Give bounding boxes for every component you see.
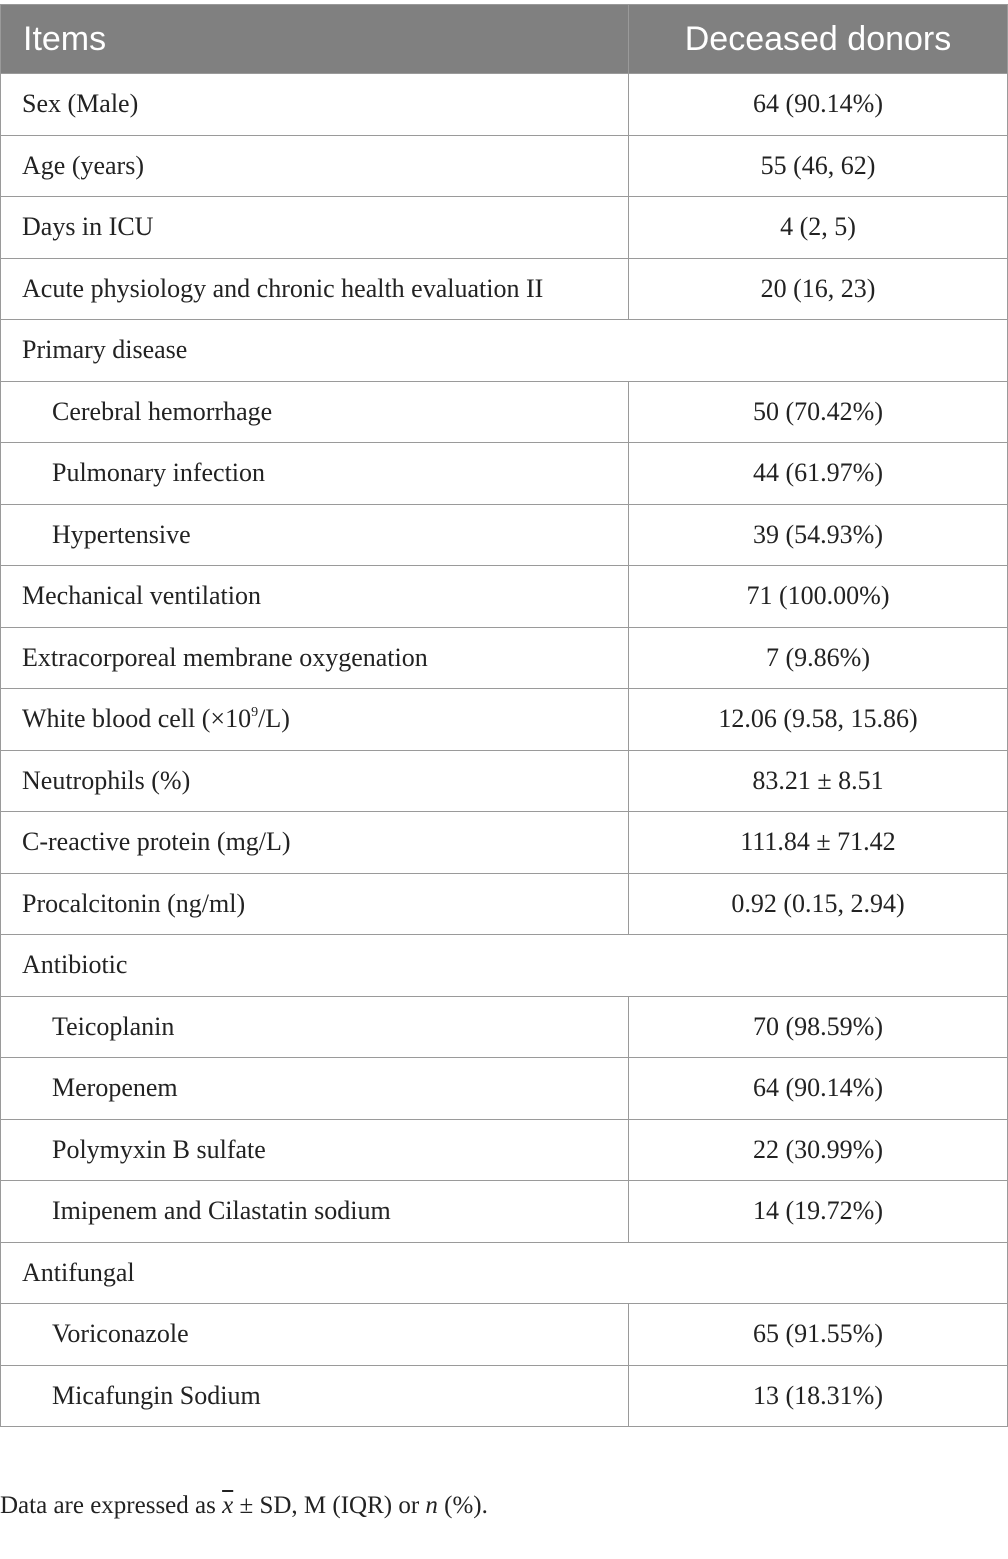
table-row bbox=[1, 197, 1008, 259]
row-item: Age (years) bbox=[1, 135, 629, 197]
row-item: Polymyxin B sulfate bbox=[1, 1119, 629, 1181]
table-row bbox=[1, 1365, 1008, 1427]
table-row bbox=[1, 1119, 1008, 1181]
section-label: Antifungal bbox=[1, 1242, 1008, 1304]
row-item: Procalcitonin (ng/ml) bbox=[1, 873, 629, 935]
row-value: 39 (54.93%) bbox=[629, 504, 1008, 566]
section-label: Antibiotic bbox=[1, 935, 1008, 997]
row-value: 70 (98.59%) bbox=[629, 996, 1008, 1058]
header-items: Items bbox=[1, 5, 629, 74]
row-item: Mechanical ventilation bbox=[1, 566, 629, 628]
row-item: Extracorporeal membrane oxygenation bbox=[1, 627, 629, 689]
row-value: 64 (90.14%) bbox=[629, 74, 1008, 136]
row-item: Teicoplanin bbox=[1, 996, 629, 1058]
row-item: C-reactive protein (mg/L) bbox=[1, 812, 629, 874]
row-item: Pulmonary infection bbox=[1, 443, 629, 505]
table-row bbox=[1, 566, 1008, 628]
baseline-characteristics-table bbox=[0, 4, 1008, 1427]
row-value: 20 (16, 23) bbox=[629, 258, 1008, 320]
footnote-suffix: (%). bbox=[437, 1492, 488, 1519]
section-label: Primary disease bbox=[1, 320, 1008, 382]
row-item: Days in ICU bbox=[1, 197, 629, 259]
row-value: 71 (100.00%) bbox=[629, 566, 1008, 628]
row-value: 13 (18.31%) bbox=[629, 1365, 1008, 1427]
row-value: 22 (30.99%) bbox=[629, 1119, 1008, 1181]
table-row bbox=[1, 258, 1008, 320]
row-value: 0.92 (0.15, 2.94) bbox=[629, 873, 1008, 935]
table-row bbox=[1, 443, 1008, 505]
table-row bbox=[1, 873, 1008, 935]
row-value: 44 (61.97%) bbox=[629, 443, 1008, 505]
row-item: Hypertensive bbox=[1, 504, 629, 566]
row-item: Sex (Male) bbox=[1, 74, 629, 136]
footnote-mean-symbol: $\overline{x}$ bbox=[222, 1492, 234, 1519]
table-row bbox=[1, 381, 1008, 443]
table-row bbox=[1, 504, 1008, 566]
section-row-antifungal bbox=[1, 1242, 1008, 1304]
row-item-suffix: /L) bbox=[258, 704, 290, 734]
row-value: 7 (9.86%) bbox=[629, 627, 1008, 689]
row-value: 65 (91.55%) bbox=[629, 1304, 1008, 1366]
footnote-n-symbol: n bbox=[425, 1492, 438, 1519]
row-value: 4 (2, 5) bbox=[629, 197, 1008, 259]
row-item-superscript: 9 bbox=[251, 704, 259, 720]
table-row bbox=[1, 1181, 1008, 1243]
table-footnote bbox=[0, 1492, 488, 1520]
table-row bbox=[1, 1058, 1008, 1120]
table-row bbox=[1, 627, 1008, 689]
footnote-mid: ± SD, M (IQR) or bbox=[233, 1492, 426, 1519]
row-item: Acute physiology and chronic health evaluation II bbox=[1, 258, 629, 320]
row-value: 83.21 ± 8.51 bbox=[629, 750, 1008, 812]
row-item: Imipenem and Cilastatin sodium bbox=[1, 1181, 629, 1243]
row-value: 14 (19.72%) bbox=[629, 1181, 1008, 1243]
row-value: 64 (90.14%) bbox=[629, 1058, 1008, 1120]
row-item-prefix: White blood cell (×10 bbox=[22, 704, 252, 734]
header-deceased-donors: Deceased donors bbox=[629, 5, 1008, 74]
table-header-row bbox=[1, 5, 1008, 74]
row-item: Cerebral hemorrhage bbox=[1, 381, 629, 443]
row-value: 111.84 ± 71.42 bbox=[629, 812, 1008, 874]
table-row bbox=[1, 750, 1008, 812]
table-row bbox=[1, 812, 1008, 874]
table-row bbox=[1, 996, 1008, 1058]
table-row bbox=[1, 689, 1008, 751]
table-row bbox=[1, 135, 1008, 197]
row-value: 55 (46, 62) bbox=[629, 135, 1008, 197]
row-value: 12.06 (9.58, 15.86) bbox=[629, 689, 1008, 751]
row-item: Neutrophils (%) bbox=[1, 750, 629, 812]
row-item: Meropenem bbox=[1, 1058, 629, 1120]
row-item: Micafungin Sodium bbox=[1, 1365, 629, 1427]
section-row-antibiotic bbox=[1, 935, 1008, 997]
row-item: Voriconazole bbox=[1, 1304, 629, 1366]
section-row-primary-disease bbox=[1, 320, 1008, 382]
table-row bbox=[1, 74, 1008, 136]
row-value: 50 (70.42%) bbox=[629, 381, 1008, 443]
table-row bbox=[1, 1304, 1008, 1366]
row-item bbox=[1, 689, 629, 751]
footnote-prefix: Data are expressed as bbox=[0, 1492, 223, 1519]
